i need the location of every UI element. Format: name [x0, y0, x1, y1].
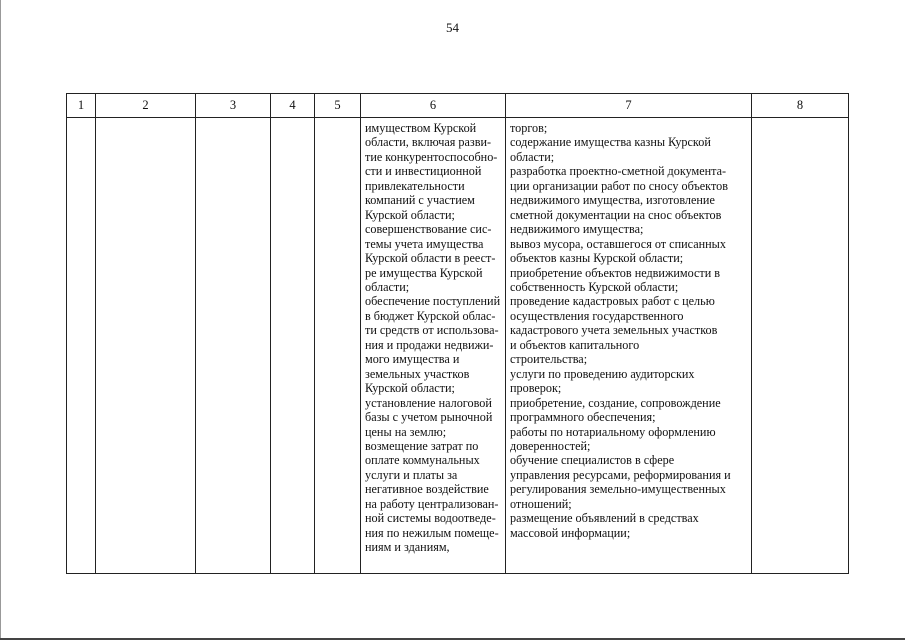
- column-header-2: 2: [96, 94, 196, 118]
- cell-col5: [315, 118, 361, 574]
- column-header-1: 1: [67, 94, 96, 118]
- cell-col3: [196, 118, 271, 574]
- column-header-5: 5: [315, 94, 361, 118]
- column-header-4: 4: [271, 94, 315, 118]
- column-header-3: 3: [196, 94, 271, 118]
- data-table: [66, 93, 849, 574]
- cell-col2-text: [96, 118, 195, 121]
- cell-goals: [361, 118, 506, 574]
- cell-goals-text: имуществом Курской области, включая разви- тие конкурентоспособно- сти и инвестиционной привлекательности компаний с участием Курской области; совершенствование сис- темы учета имущества Курской области в реест- ре имущества Курской области; обеспечение поступлений в бюджет Курской облас- ти средств от использова- ния и продажи недвижи- мого имущества и земельных участков Курской области; установление налоговой базы с учетом рыночной цены на землю; возмещение затрат по оплате коммунальных услуги и платы за негативное воздействие на работу централизован- ной системы водоотведе- ния по нежилым помеще- ниям и зданиям,: [365, 121, 501, 555]
- table-row: [67, 118, 849, 574]
- table-header-row: [67, 94, 849, 118]
- cell-col4-text: [271, 118, 314, 121]
- page-number: 54: [446, 20, 459, 35]
- cell-col4: [271, 118, 315, 574]
- cell-col8: [752, 118, 849, 574]
- scan-left-edge: [0, 0, 1, 640]
- column-header-8: 8: [752, 94, 849, 118]
- cell-activities-text: торгов; содержание имущества казны Курской области; разработка проектно-сметной документа- ции организации работ по сносу объектов недвижимого имущества, изготовление сметной документации на снос объектов недвижимого имущества; вывоз мусора, оставшегося от списанных объектов казны Курской области; приобретение объектов недвижимости в собственность Курской области; проведение кадастровых работ с целью осуществления государственного кадастрового учета земельных участков и объектов капитального строительства; услуги по проведению аудиторских проверок; приобретение, создание, сопровождение программного обеспечения; работы по нотариальному оформлению доверенностей; обучение специалистов в сфере управления ресурсами, реформирования и регулирования земельно-имущественных отношений; размещение объявлений в средствах массовой информации;: [510, 121, 731, 540]
- cell-col3-text: [196, 118, 270, 121]
- cell-col1-text: [67, 118, 95, 121]
- column-header-7: 7: [506, 94, 752, 118]
- column-header-6: 6: [361, 94, 506, 118]
- cell-col1: [67, 118, 96, 574]
- cell-activities: [506, 118, 752, 574]
- cell-col8-text: [752, 118, 848, 121]
- cell-col5-text: [315, 118, 360, 121]
- cell-col2: [96, 118, 196, 574]
